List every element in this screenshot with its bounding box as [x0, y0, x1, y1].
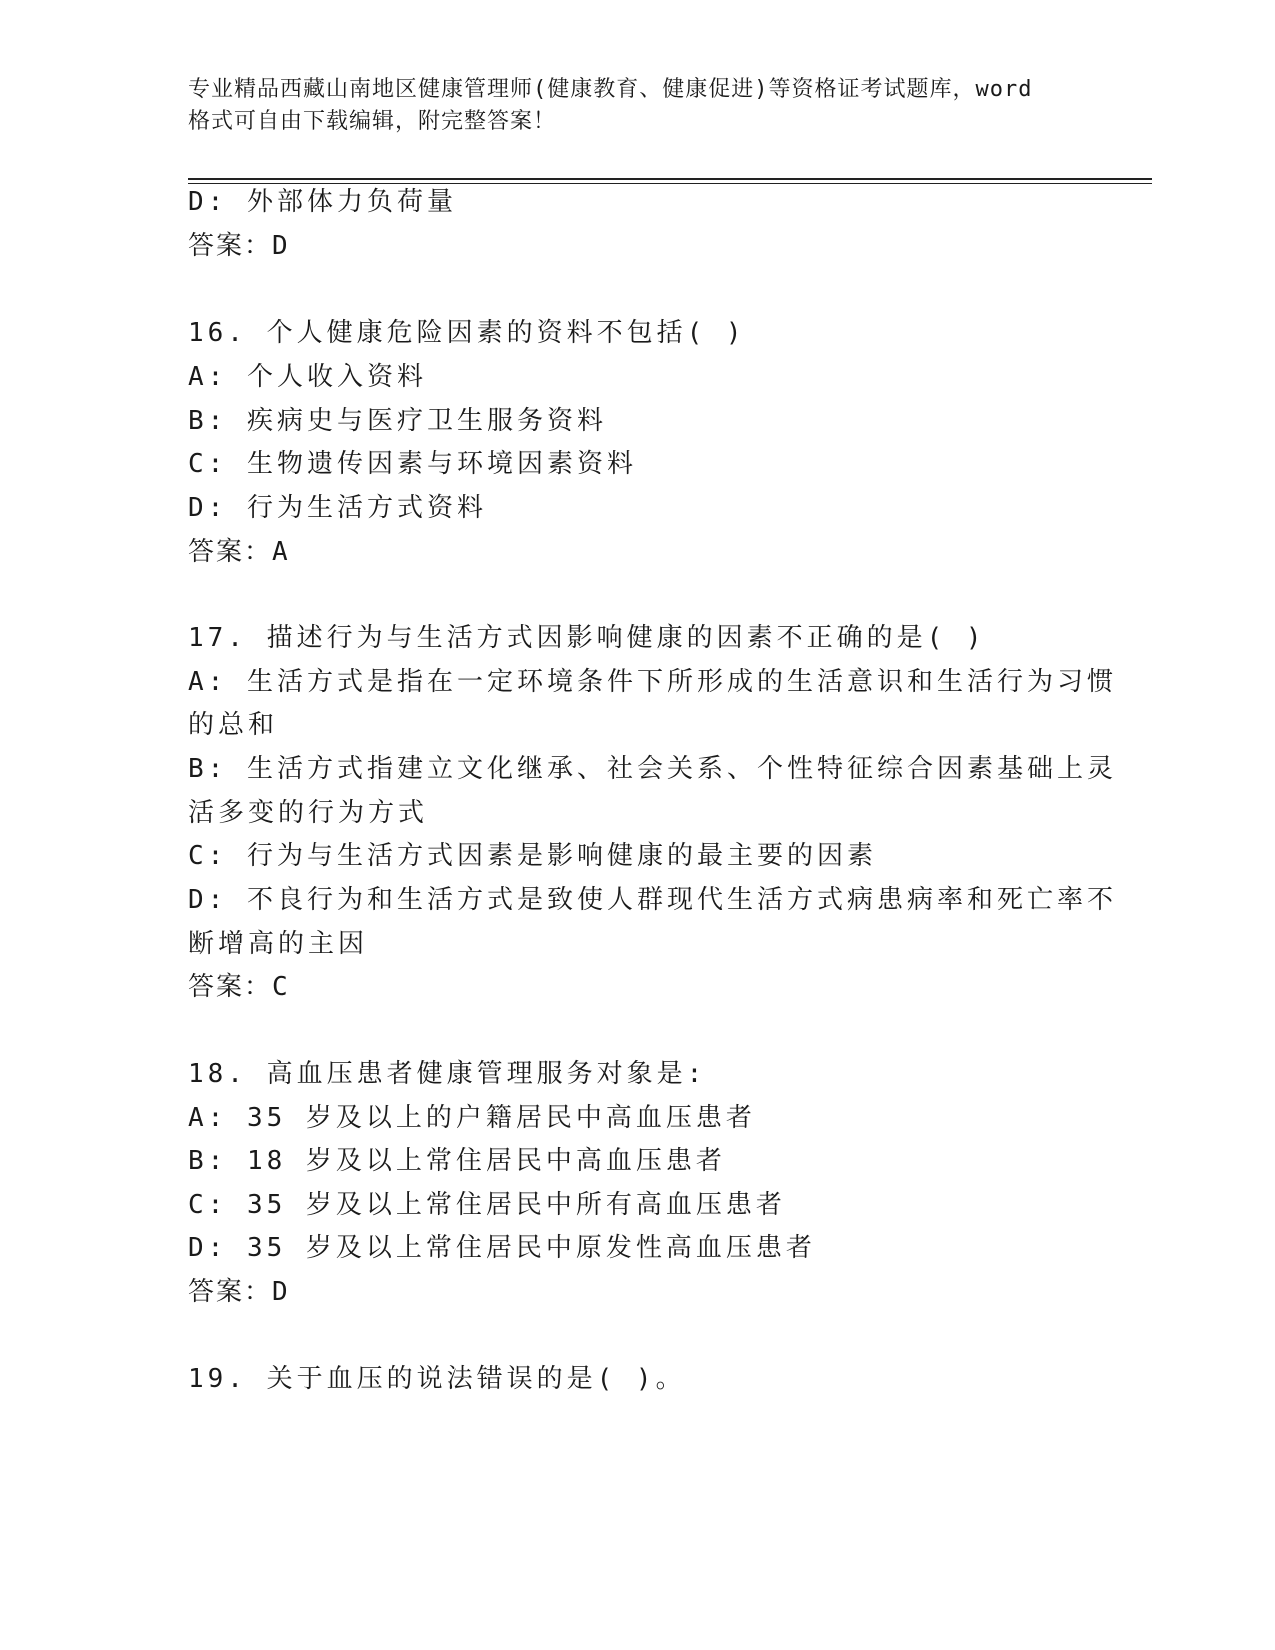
- q17-answer: [188, 965, 289, 1010]
- answer-label: 答案：: [188, 972, 273, 1002]
- q17-option-b-line-2: 活多变的行为方式: [188, 798, 429, 828]
- answer-value: D: [272, 1277, 289, 1307]
- q17-option-b-line-1: B: 生活方式指建立文化继承、社会关系、个性特征综合因素基础上灵: [188, 754, 1117, 784]
- q17-option-c: C: 行为与生活方式因素是影响健康的最主要的因素: [188, 841, 877, 871]
- q15-answer: [188, 224, 289, 269]
- document-header: [188, 74, 1088, 138]
- answer-value: A: [272, 537, 289, 567]
- q16-option-c: C: 生物遗传因素与环境因素资料: [188, 449, 637, 479]
- q15-option-d: D: 外部体力负荷量: [188, 187, 457, 217]
- q17-option-a-line-1: A: 生活方式是指在一定环境条件下所形成的生活意识和生活行为习惯: [188, 667, 1117, 697]
- q19-stem: 19. 关于血压的说法错误的是( )。: [188, 1364, 686, 1394]
- q17-option-d-line-1: D: 不良行为和生活方式是致使人群现代生活方式病患病率和死亡率不: [188, 885, 1117, 915]
- q18-answer: [188, 1270, 289, 1315]
- q17-stem: 17. 描述行为与生活方式因影响健康的因素不正确的是( ): [188, 623, 986, 653]
- q16-option-a: A: 个人收入资料: [188, 362, 427, 392]
- q18-stem: 18. 高血压患者健康管理服务对象是:: [188, 1059, 707, 1089]
- answer-label: 答案：: [188, 1277, 273, 1307]
- q16-answer: [188, 530, 289, 575]
- answer-value: C: [272, 972, 289, 1002]
- q16-option-d: D: 行为生活方式资料: [188, 493, 487, 523]
- q16-stem: 16. 个人健康危险因素的资料不包括( ): [188, 318, 746, 348]
- q18-option-b: B: 18 岁及以上常住居民中高血压患者: [188, 1146, 726, 1176]
- answer-label: 答案：: [188, 537, 273, 567]
- q18-option-d: D: 35 岁及以上常住居民中原发性高血压患者: [188, 1233, 816, 1263]
- answer-label: 答案：: [188, 231, 273, 261]
- q18-option-c: C: 35 岁及以上常住居民中所有高血压患者: [188, 1190, 786, 1220]
- q16-option-b: B: 疾病史与医疗卫生服务资料: [188, 406, 607, 436]
- header-line-2: 格式可自由下载编辑，附完整答案！: [188, 109, 557, 134]
- q17-option-d-line-2: 断增高的主因: [188, 929, 369, 959]
- q18-option-a: A: 35 岁及以上的户籍居民中高血压患者: [188, 1103, 756, 1133]
- q17-option-a-line-2: 的总和: [188, 710, 279, 740]
- answer-value: D: [272, 231, 289, 261]
- header-line-1: 专业精品西藏山南地区健康管理师(健康教育、健康促进)等资格证考试题库，word: [188, 77, 1033, 102]
